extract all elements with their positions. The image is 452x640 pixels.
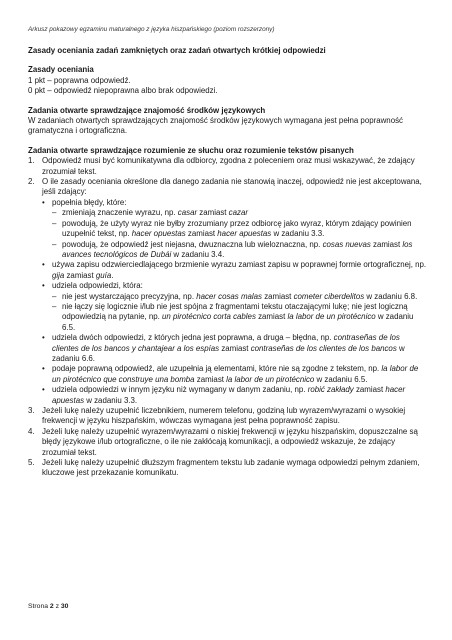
text: powodują, że użyty wyraz nie byłby zrozumiany przez odbiorcę jako wyraz, którym zdający powinien uzupełnić tekst, np. [62,218,412,239]
bullet-icon: • [42,260,45,270]
example: los avances tecnológicos de Dubái [62,239,413,259]
dash-item [28,240,428,261]
text: zamiast [353,385,386,395]
item-number: 1. [28,156,35,166]
text: w zadaniu 3.3. [271,229,325,239]
example: un pirotécnico corta cables [162,312,256,322]
document-body [28,46,428,479]
bullet-extra-elements [28,364,428,385]
example: cometer ciberdelitos [293,291,365,301]
rule-item-4 [28,427,428,458]
example: guía [95,270,112,280]
rule-item-2 [28,177,428,198]
item-number: 4. [28,426,35,436]
bullet-icon: • [42,385,45,395]
text: w zadaniu 6.6. [52,343,405,363]
item-number: 5. [28,458,35,468]
text: używa zapisu odzwierciedlającego brzmienie wyrazu zamiast zapisu w poprawnej formie ortograficznej, np. [52,260,427,270]
text: nie jest wystarczająco precyzyjna, np. [62,291,197,301]
bullet-other-language [28,385,428,406]
bullet-errors [28,198,428,208]
text: zmieniają znaczenie wyrazu, np. [62,208,178,218]
dash-icon: – [52,218,57,228]
rule-item-1 [28,156,428,177]
bullet-icon: • [42,197,45,207]
text: nie łączy się logicznie i/lub nie jest spójna z fragmentami tekstu otaczającymi lukę; nie jest logiczną odpowiedzią na pytanie, np. [62,301,408,322]
item-number: 2. [28,177,35,187]
text: powodują, że odpowiedź jest niejasna, dwuznaczna lub wieloznaczna, np. [62,239,323,249]
text: zamiast [255,312,288,322]
bullet-two-answers [28,333,428,364]
page-title: Zasady oceniania zadań zamkniętych oraz zadań otwartych krótkiej odpowiedzi [28,46,326,55]
example: la labor de un pirotécnico que construye una bomba [52,364,419,384]
dash-icon: – [52,208,57,218]
text: zamiast [370,239,403,249]
bullet-icon: • [42,281,45,291]
dash-icon: – [52,301,57,311]
example: la labor de un pirotécnico [287,312,376,322]
rule-item-3 [28,406,428,427]
footer-mid: z [53,603,61,610]
text: zamiast [262,291,294,301]
footer-page-number: 2 [49,603,54,610]
text: w zadaniu 3.4. [171,249,225,259]
dash-item [28,292,428,302]
bullet-icon: • [42,364,45,374]
language-tasks-text: W zadaniach otwartych sprawdzających znajomość środków językowych wymagana jest pełna poprawność gramatyczna i ortograficzna. [28,116,403,136]
footer-prefix: Strona [28,603,50,610]
bullet-text: udziela odpowiedzi, która: [52,281,143,291]
footer-total-pages: 30 [60,603,69,610]
page-footer [28,603,68,610]
scoring-line-2: 0 pkt – odpowiedź niepoprawna albo brak odpowiedzi. [28,86,218,96]
bullet-icon: • [42,333,45,343]
text: zamiast [219,343,251,353]
example: cazar [228,208,248,218]
rule-text: Odpowiedź musi być komunikatywna dla odbiorcy, zgodna z poleceniem oraz musi wskazywać, że zdający zrozumiał tekst. [42,156,415,176]
rule-text: Jeżeli lukę należy uzupełnić wyrazem/wyrazami o niskiej frekwencji w języku hiszpańskim, dopuszczalne są błędy językowe i/lub ortograficzne, o ile nie zakłócają komunikacji, a odpowiedź wskazuje, że zdający zrozumiał tekst. [42,426,418,457]
rule-item-5 [28,458,428,479]
dash-icon: – [52,239,57,249]
text: zamiast [64,270,96,280]
dash-item [28,219,428,240]
text: zamiast [194,374,227,384]
text: w zadaniu 3.3. [84,395,138,405]
example: casar [177,208,198,218]
scoring-line-1: 1 pkt – poprawna odpowiedź. [28,75,131,85]
text: w zadaniu 6.5. [314,374,368,384]
text: . [111,270,114,280]
example: hacer opuestas [131,229,186,239]
dash-icon: – [52,291,57,301]
text: zamiast [197,208,229,218]
example: contraseñas de los clientes de los bancos [250,343,397,353]
scoring-heading: Zasady oceniania [28,65,94,75]
rule-text: Jeżeli lukę należy uzupełnić liczebnikiem, numerem telefonu, godziną lub wyrazem/wyrazami o wysokiej frekwencji w języku hiszpańskim, wówczas wymagana jest pełna poprawność zapisu. [42,406,406,426]
text: podaje poprawną odpowiedź, ale uzupełnia ją elementami, które nie są zgodne z tekstem, np. [52,364,382,374]
rule-text: O ile zasady oceniania określone dla danego zadania nie stanowią inaczej, odpowiedź nie jest akceptowana, jeśli zdający: [42,177,422,197]
dash-item [28,208,428,218]
example: cosas nuevas [322,239,371,249]
item-number: 3. [28,406,35,415]
rule-text: Jeżeli lukę należy uzupełnić dłuższym fragmentem tekstu lub zadanie wymaga odpowiedzi pełnym zdaniem, kluczowe jest przekazanie komunikatu. [42,458,420,478]
dash-item [28,302,428,333]
text: udziela dwóch odpowiedzi, z których jedna jest poprawna, a druga – błędna, np. [52,333,334,343]
example: hacer apuestas [217,229,272,239]
language-tasks-heading: Zadania otwarte sprawdzające znajomość środków językowych [28,105,266,115]
example: hacer cosas malas [196,291,262,301]
text: w zadaniu 6.8. [364,291,418,301]
text: udziela odpowiedzi w innym języku niż wymagany w danym zadaniu, np. [52,385,308,395]
text: zamiast [185,229,218,239]
bullet-text: popełnia błędy, które: [52,197,127,207]
example: robić zakłady [307,385,354,395]
listening-heading: Zadania otwarte sprawdzające rozumienie ze słuchu oraz rozumienie tekstów pisanych [28,145,354,155]
example: hacer apuestas [52,385,406,405]
text: w zadaniu 6.5. [62,312,414,332]
example: contraseñas de los clientes de los bancos y chantajear a los espías [52,333,400,353]
example: la labor de un pirotécnico [226,374,315,384]
bullet-spelling [28,260,428,281]
page-header: Arkusz pokazowy egzaminu maturalnego z języka hiszpańskiego (poziom rozszerzony) [28,26,275,33]
example: gija [52,270,65,280]
bullet-answer [28,281,428,291]
